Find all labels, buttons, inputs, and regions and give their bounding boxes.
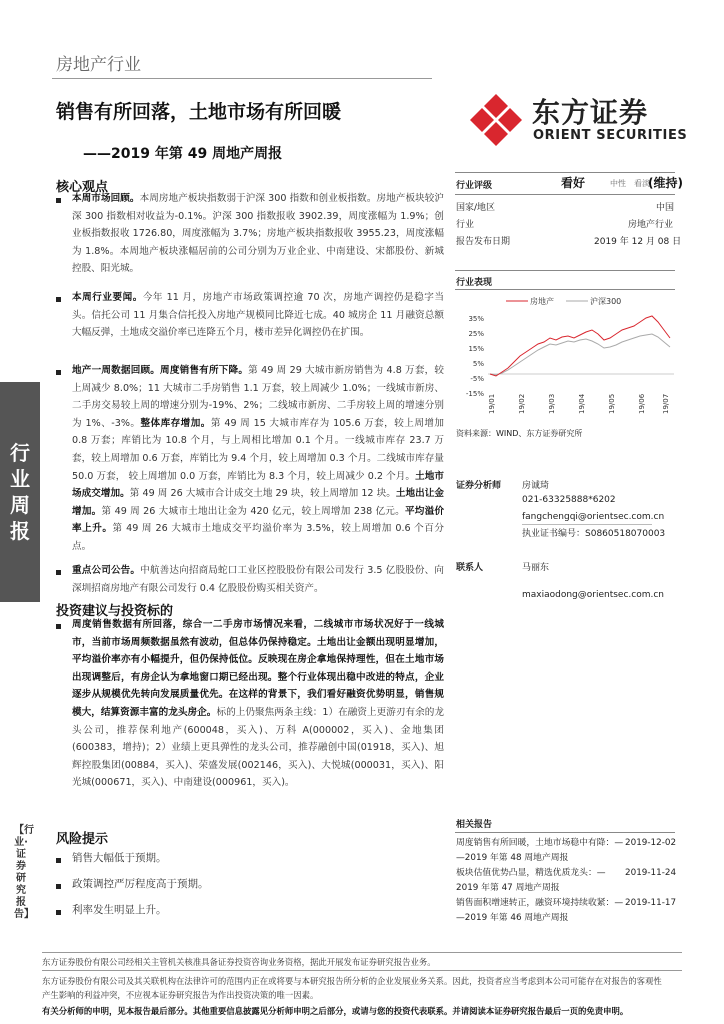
legend-hs300: 沪深300 <box>590 297 622 306</box>
land-fee-body: 第 49 周 26 大城市土地出让金为 420 亿元，较上周增加 238 亿元。 <box>101 505 405 517</box>
bullet <box>56 198 61 203</box>
bullet <box>56 858 61 863</box>
side-char: 报 <box>10 519 30 543</box>
premium-lead: 平均溢价率上升。 <box>72 505 445 535</box>
rating-neutral: 中性 <box>610 179 626 188</box>
side-bottom-label: 【行业·证券研究报告】 <box>14 825 34 920</box>
related-item-title[interactable]: 销售面积增速转正，融资环境持续收紧：— <box>456 898 624 908</box>
related-item-date: 2019-11-24 <box>625 868 677 878</box>
risk-title: 风险提示 <box>56 832 109 847</box>
y-tick: 15% <box>468 345 484 353</box>
risk-item: 政策调控严厉程度高于预期。 <box>72 878 209 890</box>
y-tick: 25% <box>468 330 484 338</box>
premium-body: 第 49 周 26 大城市土地成交平均溢价率为 3.5%，较上周增加 0.6 个百分点。 <box>72 523 444 552</box>
contact-label: 联系人 <box>456 563 484 573</box>
date-label: 报告发布日期 <box>456 237 511 247</box>
invest-paragraph <box>72 616 444 792</box>
related-item-sub: 2019 年第 47 周地产周报 <box>456 883 560 893</box>
footer-line-2: 东方证券股份有限公司及其关联机构在法律许可的范围内正在或将要与本研究报告所分析的企业发展业务关系。因此，投资者应当考虑到本公司可能存在对报告的客观性 <box>42 976 662 986</box>
related-item-sub: —2019 年第 48 周地产周报 <box>456 853 569 863</box>
invest-title: 投资建议与投资标的 <box>56 604 174 619</box>
footer-line-4: 有关分析师的申明，见本报告最后部分。其他重要信息披露见分析师申明之后部分，或请与您的投资代表联系。并请阅读本证券研究报告最后一页的免责申明。 <box>42 1006 629 1016</box>
weekly-data-paragraph <box>72 362 444 556</box>
related-item-date: 2019-11-17 <box>625 898 677 908</box>
x-tick: 19/02 <box>518 393 526 414</box>
orient-logo-icon <box>468 92 524 148</box>
rating-value: 看好 <box>561 176 586 190</box>
rating-label: 行业评级 <box>456 181 493 191</box>
analyst-divider <box>522 524 652 525</box>
risk-item: 利率发生明显上升。 <box>72 904 167 916</box>
performance-chart <box>452 292 678 417</box>
related-item-title[interactable]: 板块估值优势凸显，精选优质龙头：— <box>456 868 606 878</box>
x-tick: 19/04 <box>578 393 586 414</box>
core-views-title: 核心观点 <box>56 180 109 195</box>
realestate-line <box>490 316 670 376</box>
analyst-phone: 021-63325888*6202 <box>522 495 616 505</box>
x-tick: 19/07 <box>662 393 670 414</box>
y-tick: -15% <box>465 390 484 398</box>
bullet <box>56 910 61 915</box>
report-title: 销售有所回落，土地市场有所回暖 <box>56 101 342 123</box>
report-subtitle: ——2019 年第 49 周地产周报 <box>83 146 283 162</box>
weekly-data-body: 第 49 周 29 大城市新房销售为 4.8 万套，较上周减少 8.0%；11 大城市二手房销售 1.1 万套，较上周减少 1.0%；一线城市新房、二手房交易较上周的增速分别为-19%、2%；二线城市新房、二手房较上周的增速分别为 1%、-3%。 <box>72 365 444 429</box>
x-tick: 19/01 <box>488 393 496 414</box>
footer-line-3: 产生影响的利益冲突，不应视本证券研究报告为作出投资决策的唯一因素。 <box>42 990 319 1000</box>
weekly-data-lead: 地产一周数据回顾。周度销售有所下降。 <box>72 365 249 376</box>
market-review-paragraph <box>72 190 444 278</box>
rating-divider <box>455 194 675 195</box>
x-tick: 19/05 <box>608 393 616 414</box>
related-divider <box>455 832 675 833</box>
country-value: 中国 <box>656 203 675 213</box>
logo-en-text: ORIENT SECURITIES <box>533 128 688 143</box>
x-tick: 19/03 <box>548 393 556 414</box>
y-tick: 5% <box>472 360 484 368</box>
rating-top-line <box>455 172 675 173</box>
x-tick: 19/06 <box>638 393 646 414</box>
footer-divider <box>42 952 682 953</box>
footer-divider <box>42 970 682 971</box>
land-deal-body: 第 49 周 26 大城市合计成交土地 29 块，较上周增加 12 块。 <box>129 488 396 500</box>
land-deal-lead: 土地市场成交增加。 <box>72 470 444 500</box>
inventory-lead: 整体库存增加。 <box>140 417 211 429</box>
side-char: 业 <box>10 467 30 491</box>
bullet <box>56 370 61 375</box>
date-value: 2019 年 12 月 08 日 <box>594 237 682 247</box>
bullet <box>56 624 61 629</box>
risk-item: 销售大幅低于预期。 <box>72 852 167 864</box>
side-char: 周 <box>10 493 30 517</box>
hs300-line <box>490 334 670 375</box>
rating-bearish: 看淡 <box>634 179 650 188</box>
y-tick: 35% <box>468 315 484 323</box>
side-tab-label <box>8 440 32 544</box>
analyst-license: 执业证书编号：S0860518070003 <box>522 529 666 539</box>
related-item-sub: —2019 年第 46 周地产周报 <box>456 913 569 923</box>
company-notice-body: 中航善达向招商局蛇口工业区控股股份有限公司发行 3.5 亿股股份、向深圳招商房地产有限公司发行 0.4 亿股股份购买相关资产。 <box>72 565 444 594</box>
side-char: 行 <box>10 441 30 465</box>
industry-news-body: 今年 11 月，房地产市场政策调控逾 70 次，房地产调控仍是稳字当头。信托公司 11 月集合信托投入房地产规模同比降近七成。40 城房企 11 月融资总额大幅反弹，土地成交溢价率已连降五个月，楼市差异化调控仍在扩围。 <box>72 292 444 339</box>
related-title: 相关报告 <box>456 820 493 830</box>
logo-cn-text: 东方证券 <box>532 96 649 129</box>
footer-line-1: 东方证券股份有限公司经相关主管机关核准具备证券投资咨询业务资格，据此开展发布证券研究报告业务。 <box>42 957 436 967</box>
perf-title: 行业表现 <box>456 278 493 288</box>
company-notice-lead: 重点公司公告。 <box>72 565 141 576</box>
industry-news-paragraph <box>72 289 444 342</box>
y-tick: -5% <box>470 375 484 383</box>
analyst-email[interactable]: fangchengqi@orientsec.com.cn <box>522 512 665 522</box>
bullet <box>56 884 61 889</box>
industry-label: 房地产行业 <box>56 55 141 75</box>
invest-normal: 标的上仍聚焦两条主线：1）在融资上更游刃有余的龙头公司，推荐保利地产(600048，买入)、万科 A(000002，买入)、金地集团(600383，增持)；2）业绩上更具弹性的龙头公司，推荐融创中国(01918，买入)、旭辉控股集团(00884，买入)、荣盛发展(002146，买入)、大悦城(000031，买入)、阳光城(000671，买入)、中南建设(000961，买入)。 <box>72 706 445 789</box>
contact-email[interactable]: maxiaodong@orientsec.com.cn <box>522 590 665 600</box>
inventory-body: 第 49 周 15 大城市库存为 105.6 万套，较上周增加 0.8 万套；库销比为 10.8 个月，与上周相比增加 0.1 个月。一线城市库存 23.7 万套，较上周增加 0.6 万套，库销比为 9.4 个月，较上周增加 0.3 个月。二线城市库存量 50.0 万套， 较上周增加 0.0 万套，库销比为 8.3 个月，较上周减少 0.2 个月。 <box>72 417 445 482</box>
invest-bold: 周度销售数据有所回落，综合一二手房市场情况来看，二线城市市场状况好于一线城市，当前市场周频数据虽然有波动，但总体仍保持稳定。土地出让金额出现明显增加，平均溢价率亦有小幅提升，但仍保持低位。反映现在房企拿地保持理性，但在土地市场出现调整后，有房企认为拿地窗口期已经出现。整个行业体现出稳中改进的特点，企业逐步从规模优先转向发展质量优先。在这样的背景下，我们看好融资优势明显，销售规模大，结算资源丰富的龙头房企。 <box>72 619 444 718</box>
market-review-lead: 本周市场回顾。 <box>72 193 140 204</box>
country-label: 国家/地区 <box>456 203 496 213</box>
industry-row-label: 行业 <box>456 220 475 230</box>
related-item-title[interactable]: 周度销售有所回暖，土地市场稳中有降：— <box>456 838 624 848</box>
industry-news-lead: 本周行业要闻。 <box>72 292 143 303</box>
analyst-name: 房诚琦 <box>522 481 550 491</box>
perf-top-line <box>455 270 675 271</box>
bullet <box>56 297 61 302</box>
rating-hold: (维持) <box>648 176 683 190</box>
analyst-label: 证券分析师 <box>456 481 502 491</box>
legend-realestate: 房地产 <box>530 297 554 306</box>
land-fee-lead: 土地出让金增加。 <box>72 488 445 517</box>
chart-source: 资料来源：WIND、东方证券研究所 <box>456 429 583 438</box>
bullet <box>56 570 61 575</box>
contact-name: 马丽东 <box>522 563 550 573</box>
industry-row-value: 房地产行业 <box>628 220 674 230</box>
company-notice-paragraph <box>72 562 444 597</box>
market-review-body: 本周房地产板块指数弱于沪深 300 指数和创业板指数。房地产板块较沪深 300 指数相对收益为-0.1%。沪深 300 指数报收 3902.39，周度涨幅为 1.9%；创业板指数报收 1726.80，周度涨幅为 3.7%；房地产板块指数报收 3955.23，周度涨幅为 1.8%。本周地产板块涨幅居前的公司分别为万业企业、中南建设、宋都股份、新城控股、阳光城。 <box>72 193 444 275</box>
perf-title-line <box>455 289 675 290</box>
header-divider <box>52 78 432 79</box>
related-item-date: 2019-12-02 <box>625 838 677 848</box>
